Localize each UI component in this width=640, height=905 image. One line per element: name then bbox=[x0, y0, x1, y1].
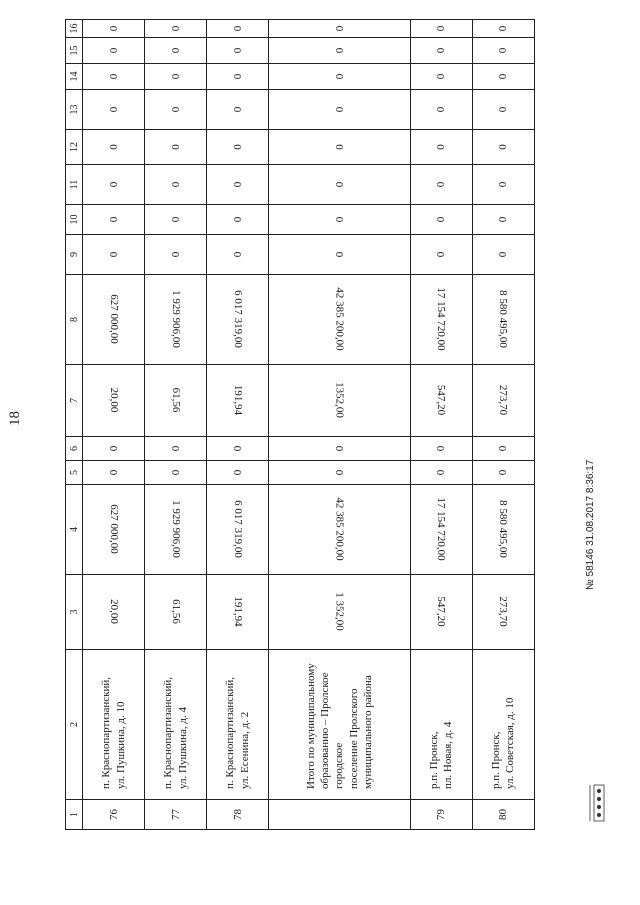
header-row bbox=[66, 20, 83, 830]
table-row bbox=[83, 20, 145, 830]
address-line: ул. Советская, д. 10 bbox=[504, 697, 517, 789]
value-cell: 0 bbox=[83, 64, 145, 90]
value-cell: 1 929 906,00 bbox=[145, 275, 207, 365]
value-cell: 0 bbox=[269, 38, 410, 64]
value-cell: 0 bbox=[410, 437, 472, 461]
value-cell: 0 bbox=[207, 90, 269, 130]
address-line: образованию – Пролское городское bbox=[319, 672, 346, 789]
value-cell: 0 bbox=[207, 165, 269, 205]
table-row bbox=[410, 20, 472, 830]
value-cell: 0 bbox=[145, 461, 207, 485]
value-cell: 1 352,00 bbox=[269, 575, 410, 650]
row-number-cell: 80 bbox=[472, 800, 534, 830]
value-cell: 0 bbox=[207, 64, 269, 90]
value-cell: 61,56 bbox=[145, 575, 207, 650]
col-header: 2 bbox=[66, 650, 83, 800]
address-line: пл. Новая, д. 4 bbox=[442, 721, 455, 789]
value-cell: 191,94 bbox=[207, 365, 269, 437]
value-cell: 61,56 bbox=[145, 365, 207, 437]
value-cell: 0 bbox=[410, 90, 472, 130]
row-number-cell: 77 bbox=[145, 800, 207, 830]
address-line: Итого по муниципальному bbox=[304, 663, 317, 789]
value-cell: 0 bbox=[83, 205, 145, 235]
table-row bbox=[145, 20, 207, 830]
address-line: ул. Пушкина, д. 10 bbox=[114, 701, 127, 789]
value-cell: 0 bbox=[472, 130, 534, 165]
value-cell: 0 bbox=[269, 20, 410, 38]
value-cell: 42 385 200,00 bbox=[269, 275, 410, 365]
value-cell: 0 bbox=[472, 20, 534, 38]
value-cell: 0 bbox=[410, 461, 472, 485]
value-cell: 0 bbox=[207, 20, 269, 38]
value-cell: 6 017 319,00 bbox=[207, 485, 269, 575]
value-cell: 0 bbox=[207, 461, 269, 485]
col-header: 7 bbox=[66, 365, 83, 437]
value-cell: 0 bbox=[269, 205, 410, 235]
value-cell: 627 000,00 bbox=[83, 485, 145, 575]
value-cell: 0 bbox=[83, 437, 145, 461]
value-cell: 0 bbox=[472, 461, 534, 485]
address-line: п. Краснопартизанский, bbox=[224, 676, 237, 789]
value-cell: 0 bbox=[145, 205, 207, 235]
table-row bbox=[269, 20, 410, 830]
table-rotated-wrapper bbox=[65, 20, 535, 830]
value-cell: 0 bbox=[83, 38, 145, 64]
col-header: 1 bbox=[66, 800, 83, 830]
value-cell: 0 bbox=[145, 165, 207, 205]
value-cell: 0 bbox=[472, 90, 534, 130]
value-cell: 0 bbox=[83, 165, 145, 205]
value-cell: 0 bbox=[145, 437, 207, 461]
value-cell: 0 bbox=[410, 20, 472, 38]
address-cell bbox=[83, 650, 145, 800]
seal-mark-icon bbox=[588, 783, 610, 823]
value-cell: 547,20 bbox=[410, 365, 472, 437]
value-cell: 0 bbox=[83, 90, 145, 130]
value-cell: 0 bbox=[207, 235, 269, 275]
address-line: поселение Пролского bbox=[347, 688, 360, 789]
value-cell: 627 000,00 bbox=[83, 275, 145, 365]
value-cell: 0 bbox=[269, 165, 410, 205]
row-number-cell: 78 bbox=[207, 800, 269, 830]
value-cell: 0 bbox=[269, 461, 410, 485]
address-cell bbox=[269, 650, 410, 800]
value-cell: 20,00 bbox=[83, 365, 145, 437]
value-cell: 8 580 495,00 bbox=[472, 275, 534, 365]
value-cell: 0 bbox=[207, 38, 269, 64]
value-cell: 0 bbox=[472, 165, 534, 205]
value-cell: 0 bbox=[83, 130, 145, 165]
value-cell: 0 bbox=[410, 235, 472, 275]
col-header: 9 bbox=[66, 235, 83, 275]
value-cell: 0 bbox=[145, 130, 207, 165]
col-header: 15 bbox=[66, 38, 83, 64]
value-cell: 20,00 bbox=[83, 575, 145, 650]
value-cell: 0 bbox=[410, 205, 472, 235]
table-row bbox=[472, 20, 534, 830]
value-cell: 17 154 720,00 bbox=[410, 275, 472, 365]
col-header: 12 bbox=[66, 130, 83, 165]
value-cell: 0 bbox=[83, 461, 145, 485]
value-cell: 0 bbox=[410, 165, 472, 205]
address-line: п. Краснопартизанский, bbox=[100, 676, 113, 789]
value-cell: 0 bbox=[207, 437, 269, 461]
col-header: 10 bbox=[66, 205, 83, 235]
value-cell: 0 bbox=[207, 130, 269, 165]
value-cell: 0 bbox=[145, 90, 207, 130]
value-cell: 0 bbox=[410, 130, 472, 165]
address-line: п. Краснопартизанский, bbox=[162, 676, 175, 789]
col-header: 11 bbox=[66, 165, 83, 205]
address-line: муниципального района bbox=[361, 675, 374, 789]
value-cell: 1 929 906,00 bbox=[145, 485, 207, 575]
value-cell: 273,70 bbox=[472, 575, 534, 650]
address-line: р.п. Пронск, bbox=[427, 731, 440, 789]
value-cell: 42 385 200,00 bbox=[269, 485, 410, 575]
col-header: 5 bbox=[66, 461, 83, 485]
value-cell: 0 bbox=[83, 20, 145, 38]
data-table bbox=[65, 19, 535, 830]
value-cell: 0 bbox=[269, 130, 410, 165]
value-cell: 0 bbox=[207, 205, 269, 235]
address-line: ул. Есенина, д. 2 bbox=[238, 711, 251, 789]
col-header: 14 bbox=[66, 64, 83, 90]
page-number: 18 bbox=[7, 411, 23, 426]
registration-stamp: № 58146 31.08.2017 8:36:17 bbox=[585, 459, 596, 590]
value-cell: 0 bbox=[472, 235, 534, 275]
value-cell: 0 bbox=[83, 235, 145, 275]
value-cell: 0 bbox=[145, 235, 207, 275]
value-cell: 547,20 bbox=[410, 575, 472, 650]
value-cell: 6 017 319,00 bbox=[207, 275, 269, 365]
address-cell bbox=[472, 650, 534, 800]
row-number-cell: 79 bbox=[410, 800, 472, 830]
col-header: 3 bbox=[66, 575, 83, 650]
value-cell: 0 bbox=[269, 235, 410, 275]
value-cell: 0 bbox=[269, 437, 410, 461]
value-cell: 0 bbox=[472, 437, 534, 461]
value-cell: 0 bbox=[145, 64, 207, 90]
value-cell: 0 bbox=[410, 38, 472, 64]
value-cell: 0 bbox=[410, 64, 472, 90]
address-cell bbox=[145, 650, 207, 800]
col-header: 16 bbox=[66, 20, 83, 38]
value-cell: 191,94 bbox=[207, 575, 269, 650]
address-line: ул. Пушкина, д. 4 bbox=[176, 706, 189, 789]
value-cell: 0 bbox=[145, 38, 207, 64]
value-cell: 273,70 bbox=[472, 365, 534, 437]
value-cell: 0 bbox=[269, 64, 410, 90]
value-cell: 0 bbox=[472, 38, 534, 64]
col-header: 6 bbox=[66, 437, 83, 461]
value-cell: 1352,00 bbox=[269, 365, 410, 437]
value-cell: 0 bbox=[145, 20, 207, 38]
row-number-cell: 76 bbox=[83, 800, 145, 830]
address-cell bbox=[207, 650, 269, 800]
address-line: р.п. Пронск, bbox=[490, 731, 503, 789]
row-number-cell bbox=[269, 800, 410, 830]
col-header: 13 bbox=[66, 90, 83, 130]
col-header: 4 bbox=[66, 485, 83, 575]
value-cell: 17 154 720,00 bbox=[410, 485, 472, 575]
value-cell: 0 bbox=[472, 64, 534, 90]
value-cell: 0 bbox=[269, 90, 410, 130]
col-header: 8 bbox=[66, 275, 83, 365]
table-row bbox=[207, 20, 269, 830]
value-cell: 8 580 495,00 bbox=[472, 485, 534, 575]
value-cell: 0 bbox=[472, 205, 534, 235]
address-cell bbox=[410, 650, 472, 800]
